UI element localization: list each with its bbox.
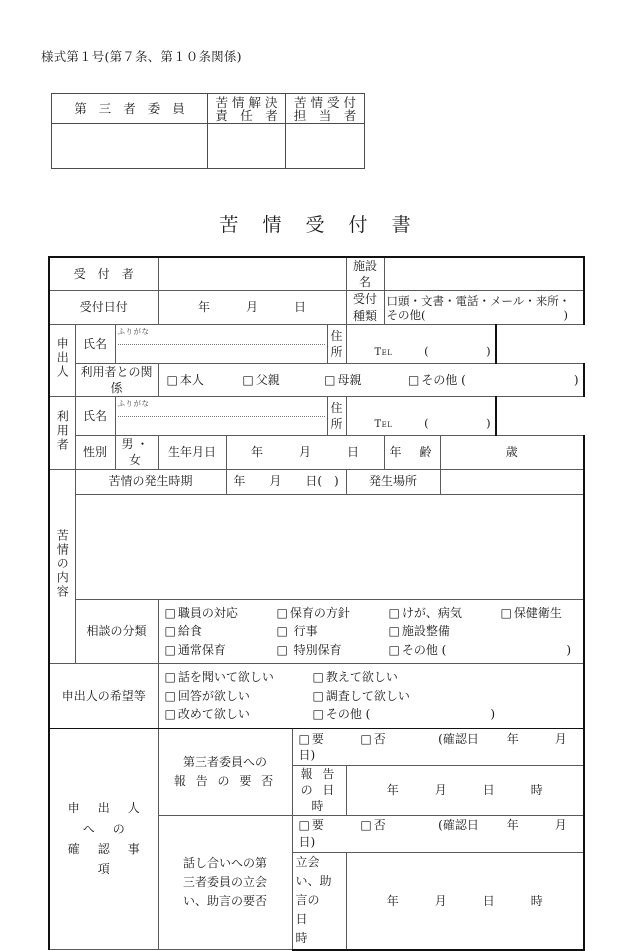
wish-option-answer[interactable]: □ 回答が欲しい — [164, 688, 250, 703]
report-need-no[interactable]: □ 否 — [360, 731, 386, 746]
resolution-header-line1: 苦 情 解 決 — [215, 94, 278, 110]
user-name-field[interactable] — [115, 397, 327, 436]
checkbox-icon[interactable]: □ — [312, 670, 324, 685]
reception-header-line1: 苦 情 受 付 — [294, 94, 356, 110]
checkbox-icon[interactable]: □ — [164, 707, 176, 722]
complaint-place-label: 発生場所 — [346, 469, 440, 494]
report-datetime-value[interactable]: 年 月 日 時 — [346, 766, 584, 816]
report-confirm-date-value[interactable]: 年 月 日) — [298, 731, 603, 763]
furigana-dotted-line — [118, 416, 325, 417]
wish-option-improve[interactable]: □ 改めて欲しい — [164, 707, 250, 722]
confirmation-report-need-label — [158, 729, 292, 816]
third-party-committee-table — [51, 93, 365, 169]
user-birthdate-value[interactable]: 年 月 日 — [226, 436, 384, 469]
checkbox-icon[interactable]: □ — [408, 372, 420, 387]
table-row-complaint-category — [49, 599, 584, 664]
table-row-applicant-name — [49, 324, 584, 363]
attendance-datetime-label-line1: 立会い、助言の — [295, 854, 332, 907]
report-confirm-date-text: (確認日 — [438, 731, 479, 746]
category-option-health-hygiene[interactable]: □ 保健衛生 — [500, 605, 562, 620]
table-row-applicant-relation — [49, 363, 584, 396]
checkbox-icon[interactable]: □ — [312, 688, 324, 703]
complaint-category-label: 相談の分類 — [75, 599, 158, 664]
checkbox-icon[interactable]: □ — [276, 624, 288, 639]
checkbox-icon[interactable]: □ — [312, 707, 324, 722]
applicant-wishes-label: 申出人の希望等 — [49, 664, 158, 729]
user-gender-label: 性別 — [75, 436, 115, 469]
confirmation-attendance-label — [158, 815, 292, 949]
page-title: 苦 情 受 付 書 — [219, 214, 420, 236]
resolution-header-line2: 責 任 者 — [215, 107, 278, 123]
confirmation-section-label — [49, 729, 158, 950]
user-address-field[interactable] — [346, 397, 496, 436]
table-row-complaint-body — [49, 494, 584, 599]
user-address-label: 住所 — [327, 397, 346, 436]
checkbox-icon[interactable]: □ — [164, 605, 176, 620]
relation-option-father[interactable]: □ 父親 — [242, 372, 280, 387]
checkbox-icon[interactable]: □ — [388, 642, 400, 657]
wishes-row — [165, 668, 584, 687]
reception-type-label: 受付種類 — [346, 291, 384, 324]
attendance-label-line3: い、助言の要否 — [183, 893, 268, 908]
reception-type-value[interactable]: 口頭・文書・電話・メール・来所・その他( ) — [384, 291, 584, 324]
user-birthdate-label: 生年月日 — [158, 436, 226, 469]
relation-option-other[interactable]: □ その他 ( ) — [408, 372, 579, 387]
table-row — [52, 124, 365, 169]
wish-option-inform[interactable]: □ 教えて欲しい — [312, 670, 398, 685]
report-label-line2: 報 告 の 要 否 — [173, 773, 277, 788]
complaint-occurred-value[interactable]: 年 月 日( ) — [226, 469, 346, 494]
category-option-staff-response[interactable]: □ 職員の対応 — [164, 605, 238, 620]
wish-option-other[interactable]: □ その他 ( ) — [312, 707, 496, 722]
user-gender-value[interactable]: 男・女 — [115, 436, 158, 469]
reception-staff-value-cell[interactable] — [286, 124, 365, 169]
applicant-address-field[interactable] — [346, 324, 496, 363]
resolution-officer-value-cell[interactable] — [208, 124, 286, 169]
checkbox-icon[interactable]: □ — [298, 731, 310, 746]
wishes-row — [165, 687, 584, 706]
checkbox-icon[interactable]: □ — [360, 818, 372, 833]
attendance-label-line2: 三者委員の立会 — [183, 875, 268, 890]
tel-label: Tel — [374, 346, 393, 358]
checkbox-icon[interactable]: □ — [242, 372, 254, 387]
attendance-label-line1: 話し合いへの第 — [183, 856, 268, 871]
report-label-line1: 第三者委員への — [183, 754, 268, 769]
user-name-label: 氏名 — [75, 397, 115, 436]
table-row-user-name — [49, 397, 584, 436]
applicant-relation-label: 利用者との関係 — [75, 363, 158, 396]
checkbox-icon[interactable]: □ — [164, 624, 176, 639]
category-option-other[interactable]: □ その他 ( ) — [388, 642, 572, 657]
confirmation-attendance-need-options — [292, 815, 603, 852]
reception-date-label: 受付日付 — [49, 291, 158, 324]
attendance-confirm-date-value[interactable]: 年 月 日) — [298, 818, 603, 849]
category-option-events[interactable]: □ 行事 — [276, 624, 318, 639]
header-cell-complaint-reception-staff — [286, 94, 365, 124]
wish-option-investigate[interactable]: □ 調査して欲しい — [312, 688, 410, 703]
table-row-receiver — [49, 257, 584, 291]
facility-label: 施設名 — [346, 257, 384, 291]
checkbox-icon[interactable]: □ — [388, 624, 400, 639]
attendance-datetime-label — [292, 852, 368, 949]
category-option-facility-maintenance[interactable]: □ 施設整備 — [388, 624, 450, 639]
confirmation-label-line1: 申 出 人 へ の — [67, 801, 158, 836]
table-row-complaint-occurrence — [49, 469, 584, 494]
applicant-tel-value: ( ) — [424, 343, 491, 358]
applicant-name-field[interactable] — [115, 324, 327, 363]
facility-value[interactable] — [384, 257, 584, 291]
checkbox-icon[interactable]: □ — [298, 818, 310, 833]
checkbox-icon[interactable]: □ — [500, 605, 512, 620]
relation-option-self[interactable]: □ 本人 — [166, 372, 204, 387]
table-row — [52, 94, 365, 124]
category-option-special-childcare[interactable]: □ 特別保育 — [276, 642, 342, 657]
reception-header-line2: 担 当 者 — [293, 107, 357, 123]
complaint-reception-form-table — [48, 256, 603, 951]
attendance-need-yes[interactable]: □ 要 — [298, 818, 324, 833]
complaint-place-value[interactable] — [440, 469, 584, 494]
checkbox-icon[interactable]: □ — [324, 372, 336, 387]
form-number: 様式第１号(第７条、第１０条関係) — [41, 49, 242, 64]
category-row — [165, 622, 584, 641]
category-option-injury-illness[interactable]: □ けが、病気 — [388, 605, 462, 620]
table-row-user-attributes — [49, 436, 584, 469]
committee-value-cell[interactable] — [52, 124, 208, 169]
checkbox-icon[interactable]: □ — [166, 372, 178, 387]
user-age-value[interactable]: 歳 — [440, 436, 584, 469]
user-section-label: 利用者 — [49, 397, 75, 469]
checkbox-icon[interactable]: □ — [276, 642, 288, 657]
applicant-furigana-label: ふりがな — [117, 326, 150, 336]
checkbox-icon[interactable]: □ — [388, 605, 400, 620]
complaint-category-options — [158, 599, 584, 664]
checkbox-icon[interactable]: □ — [164, 670, 176, 685]
category-option-childcare-policy[interactable]: □ 保育の方針 — [276, 605, 350, 620]
applicant-wishes-options — [158, 664, 584, 729]
header-cell-third-party-committee — [52, 94, 208, 124]
attendance-datetime-label-line2: 日 時 — [295, 912, 368, 946]
applicant-name-label: 氏名 — [75, 324, 115, 363]
user-age-label: 年 齢 — [384, 436, 440, 469]
checkbox-icon[interactable]: □ — [164, 688, 176, 703]
wish-option-listen[interactable]: □ 話を聞いて欲しい — [164, 670, 274, 685]
table-row-applicant-wishes — [49, 664, 584, 729]
tel-label: Tel — [374, 419, 393, 431]
complaint-section-label: 苦情の内容 — [49, 469, 75, 664]
relation-option-mother[interactable]: □ 母親 — [324, 372, 362, 387]
user-furigana-label: ふりがな — [117, 399, 150, 409]
checkbox-icon[interactable]: □ — [360, 731, 372, 746]
applicant-address-label: 住所 — [327, 324, 346, 363]
reception-date-value[interactable]: 年 月 日 — [158, 291, 346, 324]
category-row — [165, 641, 584, 660]
category-row — [165, 604, 584, 623]
attendance-confirm-date-text: (確認日 — [438, 818, 479, 833]
checkbox-icon[interactable]: □ — [276, 605, 288, 620]
applicant-section-label: 申出人 — [49, 324, 75, 396]
checkbox-icon[interactable]: □ — [164, 642, 176, 657]
confirmation-report-need-options — [292, 729, 603, 766]
furigana-dotted-line — [118, 344, 325, 345]
wishes-row — [165, 705, 584, 724]
category-option-meals[interactable]: □ 給食 — [164, 624, 202, 639]
table-row-reception-date — [49, 291, 584, 324]
complaint-content-textarea[interactable] — [75, 494, 584, 599]
receiver-label: 受 付 者 — [49, 257, 158, 291]
category-option-regular-childcare[interactable]: □ 通常保育 — [164, 642, 226, 657]
report-need-yes[interactable]: □ 要 — [298, 731, 324, 746]
committee-header-line1: 第 三 者 委 員 — [74, 101, 189, 116]
complaint-occurred-label: 苦情の発生時期 — [75, 469, 226, 494]
receiver-value[interactable] — [158, 257, 346, 291]
header-cell-complaint-resolution-officer — [208, 94, 286, 124]
user-tel-value: ( ) — [424, 416, 491, 431]
table-row-confirmation-report-need — [49, 729, 584, 766]
attendance-datetime-value[interactable]: 年 月 日 時 — [346, 852, 584, 949]
confirmation-label-line2: 確 認 事 項 — [67, 842, 158, 877]
report-datetime-label: 報 告 の 日 時 — [292, 766, 346, 816]
attendance-need-no[interactable]: □ 否 — [360, 818, 386, 833]
applicant-relation-options — [158, 363, 584, 396]
